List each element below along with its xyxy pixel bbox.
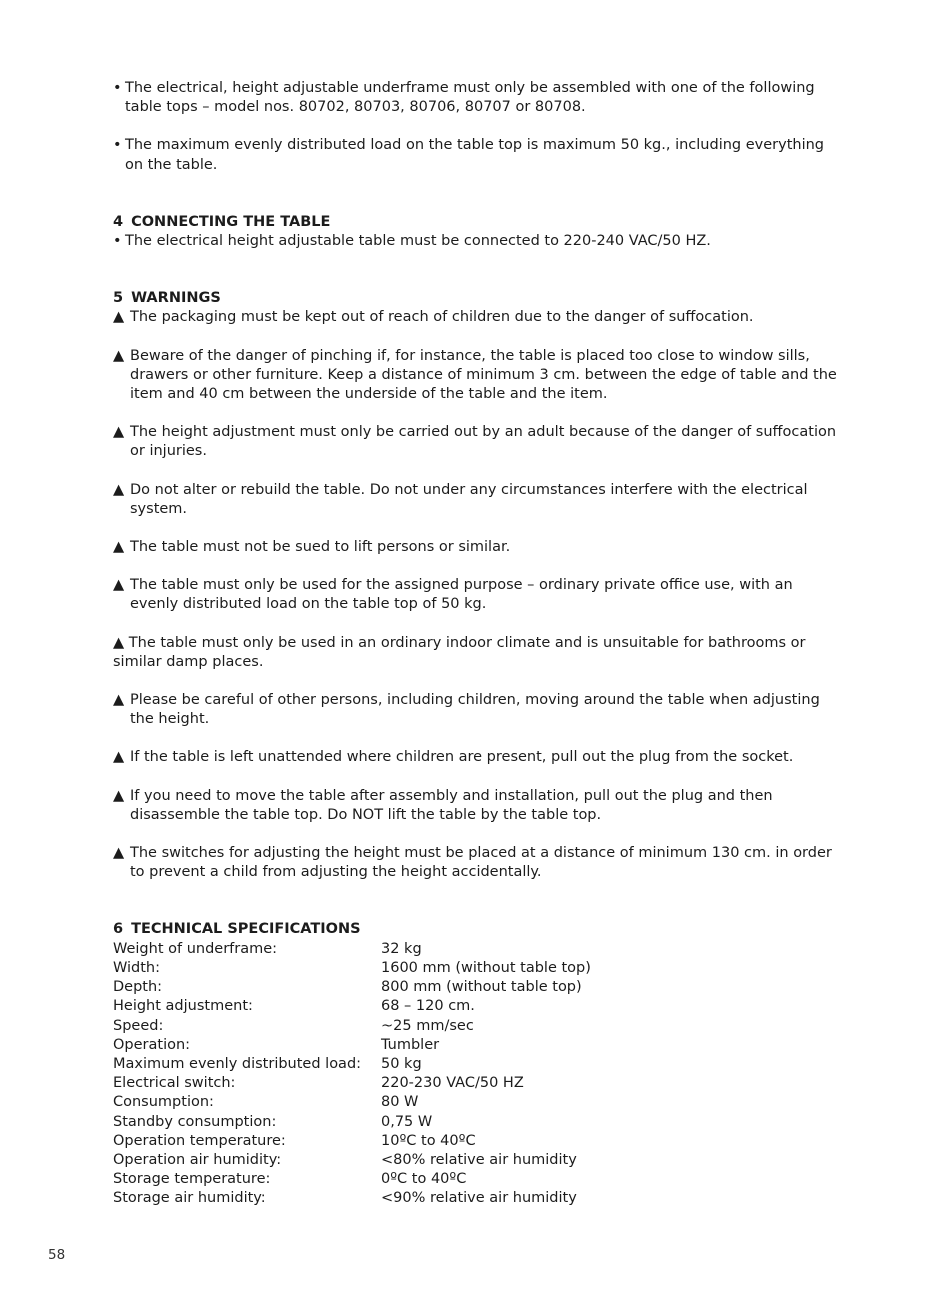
- warning-item: [113, 423, 843, 461]
- spec-label: Weight of underframe:: [113, 940, 278, 957]
- warning-item: [113, 844, 843, 882]
- spec-label: Consumption:: [113, 1094, 214, 1111]
- warning-text: The height adjustment must only be carried out by an adult because of the danger of suffocation or injuries.: [130, 424, 837, 460]
- warning-item: [113, 787, 843, 825]
- bullet-icon: •: [113, 137, 122, 154]
- warning-triangle-icon: ▲: [113, 309, 125, 326]
- bullet-icon: •: [113, 80, 122, 96]
- bullet-text: The electrical height adjustable table must be connected to 220-240 VAC/50 HZ.: [125, 233, 711, 250]
- warning-text: If the table is left unattended where children are present, pull out the plug from the socket.: [130, 749, 794, 766]
- spec-value: 220-230 VAC/50 HZ: [381, 1075, 524, 1092]
- spec-value: 68 – 120 cm.: [381, 998, 475, 1015]
- spec-value: 0ºC to 40ºC: [381, 1171, 467, 1188]
- spec-value: <80% relative air humidity: [381, 1151, 577, 1168]
- spec-label: Operation:: [113, 1036, 191, 1053]
- warning-item: [113, 748, 843, 767]
- warning-triangle-icon: ▲: [113, 749, 125, 766]
- spec-value: <90% relative air humidity: [381, 1190, 577, 1207]
- spec-label: Storage air humidity:: [113, 1190, 266, 1207]
- section-title: WARNINGS: [131, 290, 221, 307]
- warning-text: Beware of the danger of pinching if, for instance, the table is placed too close to window sills, drawers or other furniture. Keep a distance of minimum 3 cm. between the edge of table and the item and 40 cm between the underside of the table and the item.: [130, 347, 837, 403]
- spec-value: ~25 mm/sec: [381, 1017, 474, 1034]
- section-number: 6: [113, 921, 124, 938]
- bullet-item: [113, 79, 843, 117]
- spec-label: Storage temperature:: [113, 1171, 271, 1188]
- page-number: 58: [48, 1247, 66, 1263]
- section-heading: [113, 289, 843, 308]
- spec-value: 1600 mm (without table top): [381, 959, 591, 976]
- warning-item: [113, 576, 843, 614]
- spec-value: 0,75 W: [381, 1113, 433, 1130]
- bullet-icon: •: [113, 233, 122, 250]
- warning-text: The packaging must be kept out of reach of children due to the danger of suffocation.: [130, 309, 754, 326]
- spec-label: Maximum evenly distributed load:: [113, 1055, 362, 1072]
- warning-text: Please be careful of other persons, including children, moving around the table when adjusting the height.: [130, 692, 820, 728]
- warning-triangle-icon: ▲: [113, 845, 125, 862]
- spec-label: Operation air humidity:: [113, 1151, 282, 1168]
- spec-label: Width:: [113, 959, 161, 976]
- section-title: CONNECTING THE TABLE: [131, 213, 331, 230]
- warning-triangle-icon: ▲: [113, 692, 125, 709]
- warning-item: [113, 538, 843, 557]
- page-content: [113, 79, 843, 1209]
- spec-value: 32 kg: [381, 940, 422, 957]
- bullet-text: The maximum evenly distributed load on the table top is maximum 50 kg., including everything on the table.: [125, 137, 824, 173]
- warning-text: Do not alter or rebuild the table. Do not under any circumstances interfere with the electrical system.: [130, 481, 808, 517]
- warning-item: [113, 634, 843, 672]
- warning-text: The table must only be used in an ordinary indoor climate and is unsuitable for bathrooms or similar damp places.: [113, 634, 806, 670]
- spec-label: Speed:: [113, 1017, 164, 1034]
- warning-triangle-icon: ▲: [113, 577, 125, 594]
- warning-item: [113, 691, 843, 729]
- warning-triangle-icon: ▲: [113, 539, 125, 556]
- warning-triangle-icon: ▲: [113, 634, 125, 651]
- warning-text: The switches for adjusting the height must be placed at a distance of minimum 130 cm. in order to prevent a child from adjusting the height accidentally.: [130, 845, 832, 881]
- spec-value: 800 mm (without table top): [381, 979, 582, 996]
- spec-label: Operation temperature:: [113, 1132, 286, 1149]
- section-number: 5: [113, 290, 124, 307]
- section-heading: [113, 213, 843, 232]
- warning-triangle-icon: ▲: [113, 787, 125, 804]
- spec-value: 80 W: [381, 1094, 419, 1111]
- bullet-item: [113, 232, 843, 251]
- warning-item: [113, 481, 843, 519]
- warning-text: The table must only be used for the assigned purpose – ordinary private office use, with an evenly distributed load on the table top of 50 kg.: [130, 577, 793, 613]
- spec-label: Depth:: [113, 979, 163, 996]
- bullet-item: [113, 136, 843, 174]
- spec-label: Height adjustment:: [113, 998, 253, 1015]
- warning-item: [113, 308, 843, 327]
- warning-item: [113, 347, 843, 405]
- spec-label: Standby consumption:: [113, 1113, 277, 1130]
- bullet-text: The electrical, height adjustable underframe must only be assembled with one of the following table tops – model nos. 80702, 80703, 80706, 80707 or 80708.: [125, 80, 815, 116]
- warning-triangle-icon: ▲: [113, 481, 125, 498]
- warning-triangle-icon: ▲: [113, 424, 125, 441]
- spec-label: Electrical switch:: [113, 1075, 236, 1092]
- warning-text: The table must not be sued to lift persons or similar.: [130, 539, 511, 556]
- spec-value: 10ºC to 40ºC: [381, 1132, 476, 1149]
- spec-table: [113, 940, 843, 1209]
- warning-text: If you need to move the table after assembly and installation, pull out the plug and then disassemble the table top. Do NOT lift the table by the table top.: [130, 787, 773, 823]
- spec-value: Tumbler: [381, 1036, 440, 1053]
- spec-value: 50 kg: [381, 1055, 422, 1072]
- section-heading: [113, 920, 843, 939]
- section-title: TECHNICAL SPECIFICATIONS: [131, 921, 361, 938]
- warning-triangle-icon: ▲: [113, 347, 125, 364]
- section-number: 4: [113, 213, 124, 230]
